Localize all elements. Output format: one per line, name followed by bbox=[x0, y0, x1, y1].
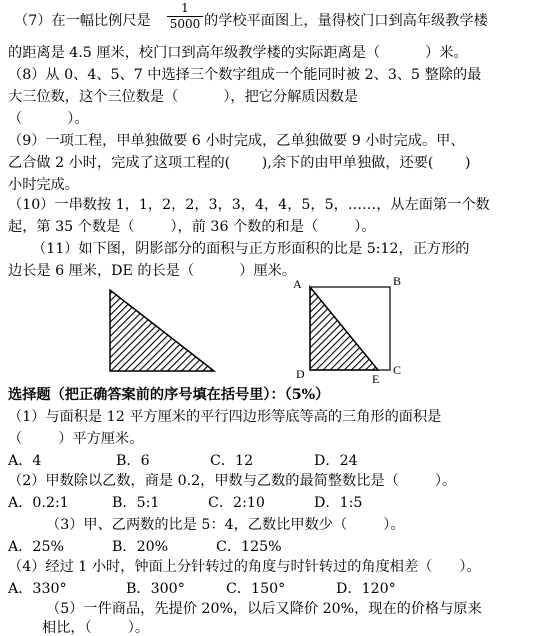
q8-line2: 大三位数，这个三位数是（ ），把它分解质因数是 bbox=[8, 89, 359, 105]
c3-option-a: A．25% bbox=[8, 539, 64, 555]
q7-line1-b: 的学校平面图上，量得校门口到高年级教学楼 bbox=[204, 13, 488, 29]
q9-line1: （9）一项工程，甲单独做要 6 小时完成，乙单独做要 9 小时完成。甲、 bbox=[8, 133, 465, 149]
q7-line2: 的距离是 4.5 厘米，校门口到高年级教学楼的实际距离是（ ）米。 bbox=[8, 45, 468, 61]
c3-option-b: B．20% bbox=[112, 539, 169, 555]
c4-line1: （4）经过 1 小时，钟面上分针转过的角度与时针转过的角度相差（ ）。 bbox=[8, 559, 481, 575]
scale-fraction bbox=[167, 2, 203, 31]
label-c: C bbox=[393, 363, 402, 377]
q9-line3: 小时完成。 bbox=[8, 177, 79, 193]
q8-line3: （ ）。 bbox=[8, 111, 89, 127]
c4-option-a: A．330° bbox=[8, 581, 67, 597]
c1-line1: （1）与面积是 12 平方厘米的平行四边形等底等高的三角形的面积是 bbox=[8, 409, 442, 425]
c1-option-b: B．6 bbox=[116, 453, 150, 469]
c2-option-a: A．0.2:1 bbox=[8, 495, 69, 511]
shaded-triangle-figure bbox=[90, 285, 230, 385]
q9-line2: 乙合做 2 小时，完成了这项工程的( ),余下的由甲单独做，还要( ) bbox=[8, 155, 471, 171]
shaded-triangle-ade bbox=[310, 287, 378, 370]
q8-line1: （8）从 0、4、5、7 中选择三个数字组成一个能同时被 2、3、5 整除的最 bbox=[8, 67, 482, 83]
c2-line1: （2）甲数除以乙数，商是 0.2，甲数与乙数的最简整数比是（ ）。 bbox=[8, 473, 457, 489]
label-b: B bbox=[393, 275, 402, 288]
scale-denominator: 5000 bbox=[169, 17, 201, 31]
c3-line1: （3）甲、乙两数的比是 5：4，乙数比甲数少（ ）。 bbox=[46, 517, 405, 533]
c1-option-a: A．4 bbox=[8, 453, 42, 469]
c1-option-c: C．12 bbox=[210, 453, 254, 469]
q10-line2: 起，第 35 个数是（ ），前 36 个数的和是（ ）。 bbox=[8, 219, 376, 235]
label-e: E bbox=[372, 372, 380, 385]
q10-line1: （10）一串数按 1，1，2，2，3，3，4，4，5，5，……，从左面第一个数 bbox=[8, 197, 490, 213]
q11-line1: （11）如下图，阴影部分的面积与正方形面积的比是 5:12，正方形的 bbox=[32, 241, 470, 257]
c1-line2: （ ）平方厘米。 bbox=[8, 431, 144, 447]
scale-numerator: 1 bbox=[181, 1, 189, 15]
c4-option-b: B．300° bbox=[126, 581, 185, 597]
c2-option-d: D．1:5 bbox=[314, 495, 363, 511]
choice-heading: 选择题（把正确答案前的序号填在括号里）：（5%） bbox=[8, 387, 330, 403]
label-d: D bbox=[296, 367, 305, 381]
square-figure bbox=[290, 275, 420, 385]
c2-option-c: C．2:10 bbox=[208, 495, 265, 511]
label-a: A bbox=[293, 277, 302, 291]
q11-line2: 边长是 6 厘米，DE 的长是（ ）厘米。 bbox=[8, 263, 297, 279]
c4-option-d: D．120° bbox=[336, 581, 396, 597]
c5-line2: 相比，（ ）。 bbox=[42, 620, 150, 636]
c5-line1: （5）一件商品，先提价 20%，以后又降价 20%，现在的价格与原来 bbox=[46, 601, 482, 617]
c3-option-c: C．125% bbox=[216, 539, 282, 555]
c2-option-b: B．5:1 bbox=[112, 495, 160, 511]
c4-option-c: C．150° bbox=[226, 581, 286, 597]
q7-line1-a: （7）在一幅比例尺是 bbox=[14, 13, 151, 29]
hatched-triangle bbox=[110, 290, 214, 371]
c1-option-d: D．24 bbox=[314, 453, 358, 469]
